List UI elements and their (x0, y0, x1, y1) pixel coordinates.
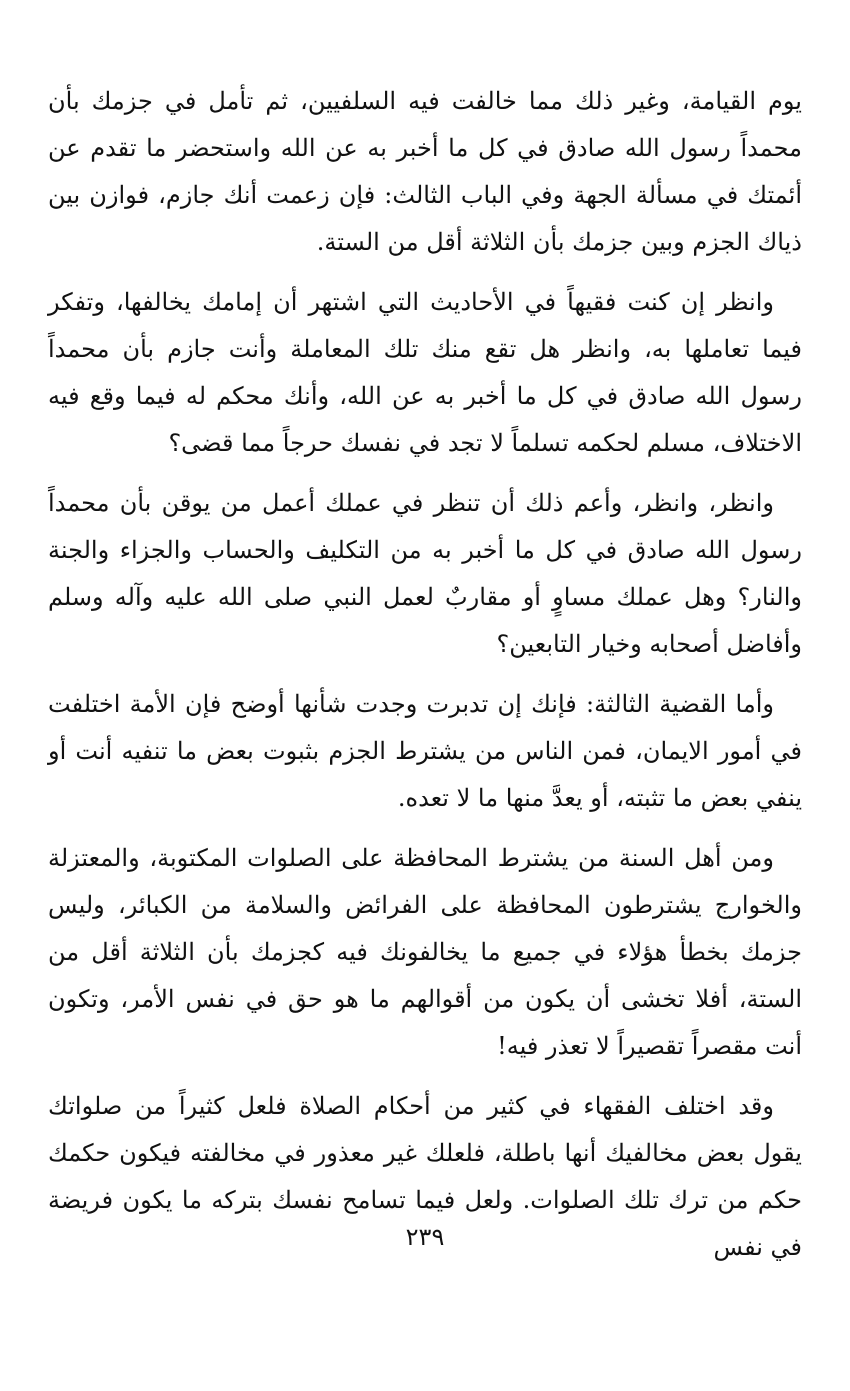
paragraph-4: وأما القضية الثالثة: فإنك إن تدبرت وجدت شأنها أوضح فإن الأمة اختلفت في أمور الايمان، فمن الناس من يشترط الجزم بثبوت بعض ما تنفيه أنت أو ينفي بعض ما تثبته، أو يعدَّ منها ما لا تعده. (48, 690, 802, 812)
page-number: ٢٣٩ (405, 1223, 445, 1251)
paragraph-3: وانظر، وانظر، وأعم ذلك أن تنظر في عملك أعمل من يوقن بأن محمداً رسول الله صادق في كل ما أخبر به من التكليف والحساب والجزاء والجنة والنار؟ وهل عملك مساوٍ أو مقاربٌ لعمل النبي صلى الله عليه وآله وسلم وأفاضل أصحابه وخيار التابعين؟ (48, 489, 802, 658)
paragraph-2: وانظر إن كنت فقيهاً في الأحاديث التي اشتهر أن إمامك يخالفها، وتفكر فيما تعاملها به، وانظر هل تقع منك تلك المعاملة وأنت جازم بأن محمداً رسول الله صادق في كل ما أخبر به عن الله، وأنك محكم له فيما وقع فيه الاختلاف، مسلم لحكمه تسلماً لا تجد في نفسك حرجاً مما قضى؟ (48, 288, 802, 457)
paragraph-1: يوم القيامة، وغير ذلك مما خالفت فيه السلفيين، ثم تأمل في جزمك بأن محمداً رسول الله صادق في كل ما أخبر به عن الله واستحضر ما تقدم عن أئمتك في مسألة الجهة وفي الباب الثالث: فإن زعمت أنك جازم، فوازن بين ذياك الجزم وبين جزمك بأن الثلاثة أقل من الستة. (48, 87, 802, 256)
paragraph-6: وقد اختلف الفقهاء في كثير من أحكام الصلاة فلعل كثيراً من صلواتك يقول بعض مخالفيك أنها باطلة، فلعلك غير معذور في مخالفته فيكون حكمك حكم من ترك تلك الصلوات. ولعل فيما تسامح نفسك بتركه ما يكون فريضة في نفس (48, 1092, 802, 1261)
page-body-text (48, 78, 802, 1271)
paragraph-5: ومن أهل السنة من يشترط المحافظة على الصلوات المكتوبة، والمعتزلة والخوارج يشترطون المحافظة على الفرائض والسلامة من الكبائر، وليس جزمك بخطأ هؤلاء في جميع ما يخالفونك فيه كجزمك بأن الثلاثة أقل من الستة، أفلا تخشى أن يكون من أقوالهم ما هو حق في نفس الأمر، وتكون أنت مقصراً تقصيراً لا تعذر فيه! (48, 844, 802, 1060)
